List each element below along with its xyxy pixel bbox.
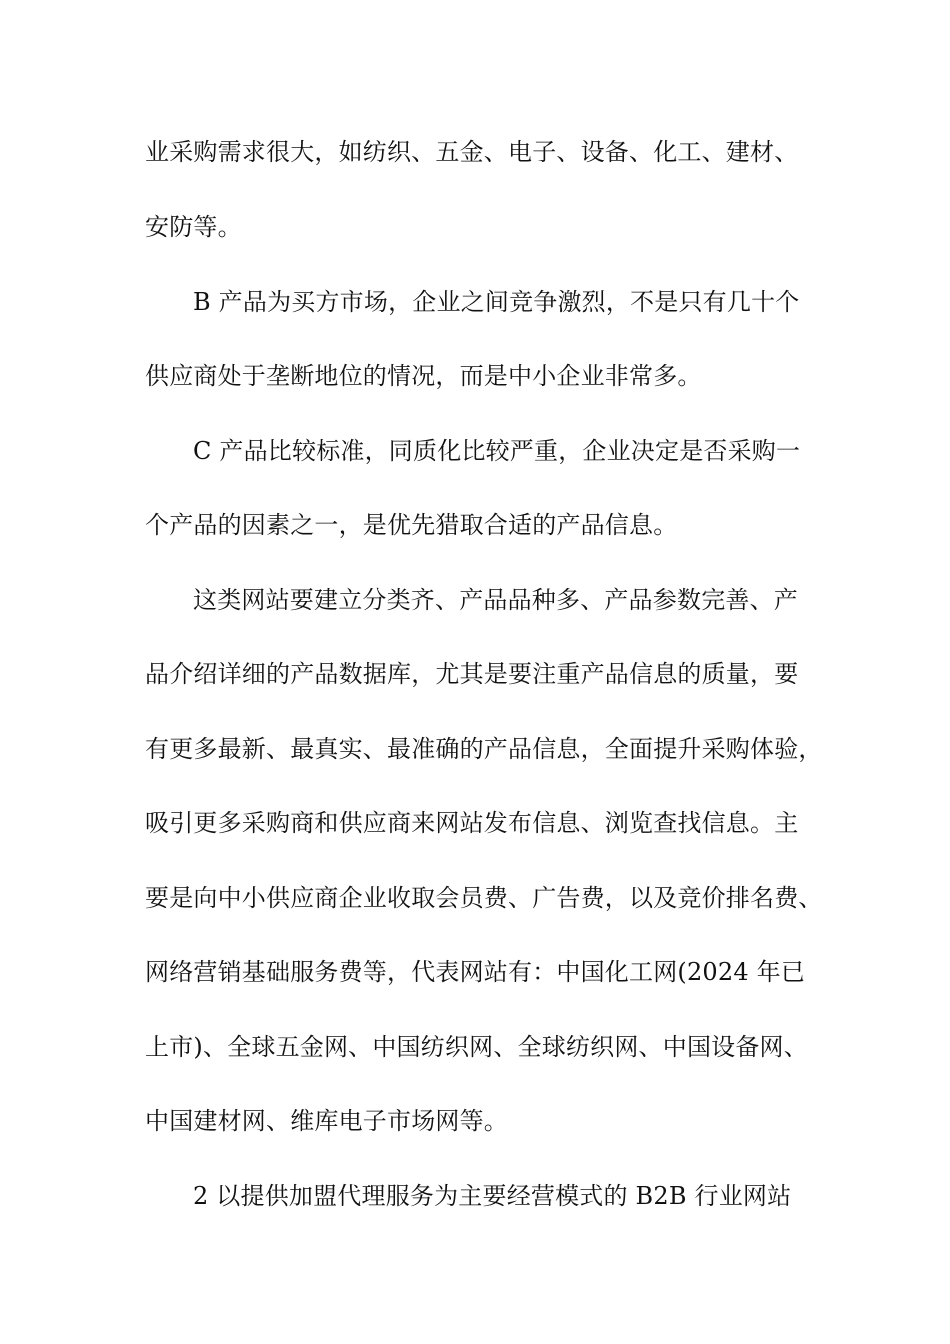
text-line-13: 上市)、全球五金网、中国纺织网、全球纺织网、中国设备网、 (145, 1033, 808, 1061)
text-line-9: 有更多最新、最真实、最准确的产品信息，全面提升采购体验， (145, 735, 823, 763)
text-line-1: 业采购需求很大，如纺织、五金、电子、设备、化工、建材、 (145, 138, 799, 166)
paragraph-c: C 产品比较标准，同质化比较严重，企业决定是否采购一 (193, 437, 801, 465)
text-line-11: 要是向中小供应商企业收取会员费、广告费，以及竞价排名费、 (145, 884, 823, 912)
text-line-8: 品介绍详细的产品数据库，尤其是要注重产品信息的质量，要 (145, 660, 799, 688)
text-line-2: 安防等。 (145, 213, 242, 241)
paragraph-b: B 产品为买方市场，企业之间竞争激烈，不是只有几十个 (193, 288, 800, 316)
text-line-6: 个产品的因素之一，是优先猎取合适的产品信息。 (145, 511, 678, 539)
section-heading-2: 2 以提供加盟代理服务为主要经营模式的 B2B 行业网站 (193, 1182, 792, 1210)
text-line-14: 中国建材网、维库电子市场网等。 (145, 1107, 508, 1135)
text-line-4: 供应商处于垄断地位的情况，而是中小企业非常多。 (145, 362, 702, 390)
text-line-10: 吸引更多采购商和供应商来网站发布信息、浏览查找信息。主 (145, 809, 799, 837)
paragraph-site-description: 这类网站要建立分类齐、产品品种多、产品参数完善、产 (193, 586, 798, 614)
text-line-12: 网络营销基础服务费等，代表网站有：中国化工网(2024 年已 (145, 958, 806, 986)
